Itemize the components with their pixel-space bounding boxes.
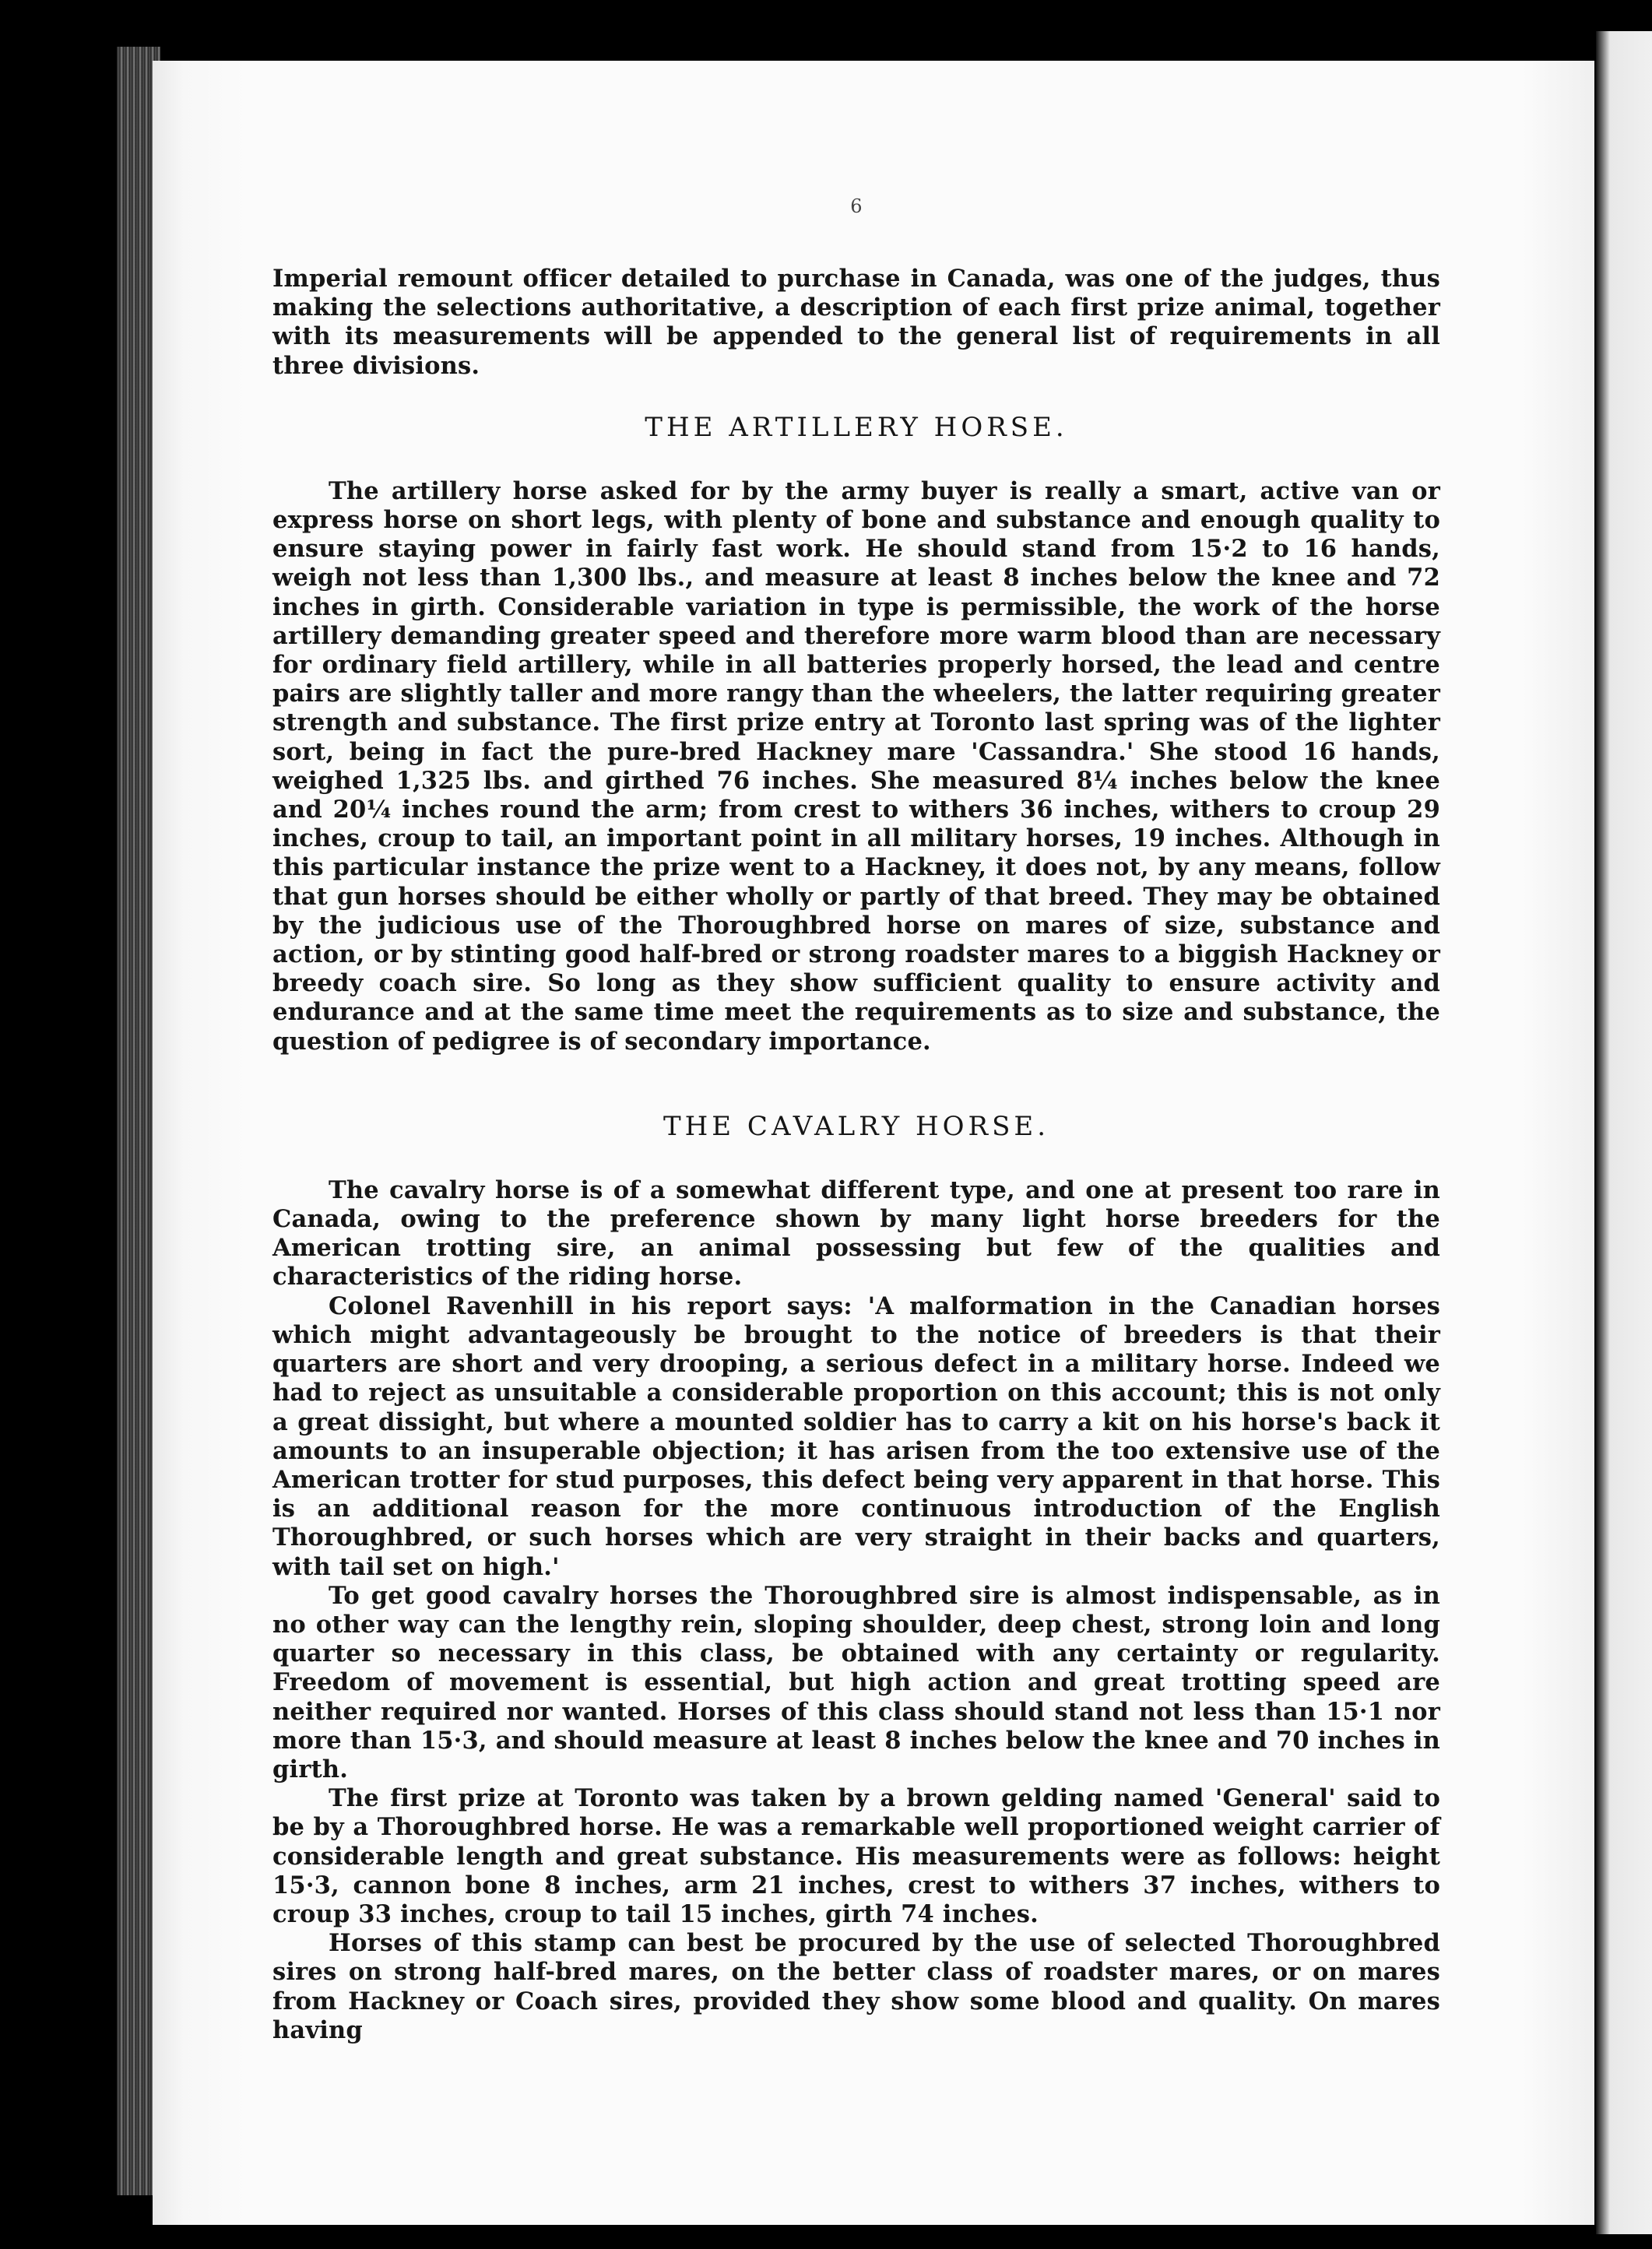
page-content	[272, 195, 1440, 2045]
intro-paragraph: Imperial remount officer detailed to purchase in Canada, was one of the judges, thus making the selections authoritative, a description of each first prize animal, together with its measurements will be appended to the general list of requirements in all three divisions.	[272, 265, 1440, 380]
artillery-paragraph: The artillery horse asked for by the army buyer is really a smart, active van or express horse on short legs, with plenty of bone and substance and enough quality to ensure staying power in fairly fast work. He should stand from 15·2 to 16 hands, weigh not less than 1,300 lbs., and measure at least 8 inches below the knee and 72 inches in girth. Considerable variation in type is permissible, the work of the horse artillery demanding greater speed and therefore more warm blood than are necessary for ordinary field artillery, while in all batteries properly horsed, the lead and centre pairs are slightly taller and more rangy than the wheelers, the latter requiring greater strength and substance. The first prize entry at Toronto last spring was of the lighter sort, being in fact the pure-bred Hackney mare 'Cassandra.' She stood 16 hands, weighed 1,325 lbs. and girthed 76 inches. She measured 8¼ inches below the knee and 20¼ inches round the arm; from crest to withers 36 inches, withers to croup 29 inches, croup to tail, an important point in all military horses, 19 inches. Although in this particular instance the prize went to a Hackney, it does not, by any means, follow that gun horses should be either wholly or partly of that breed. They may be obtained by the judicious use of the Thoroughbred horse on mares of size, substance and action, or by stinting good half-bred or strong roadster mares to a biggish Hackney or breedy coach sire. So long as they show sufficient quality to ensure activity and endurance and at the same time meet the requirements as to size and substance, the question of pedigree is of secondary importance.	[272, 476, 1440, 1056]
cavalry-paragraph-2: Colonel Ravenhill in his report says: 'A malformation in the Canadian horses which might advantageously be brought to the notice of breeders is that their quarters are short and very drooping, a serious defect in a military horse. Indeed we had to reject as unsuitable a considerable proportion on this account; this is not only a great dissight, but where a mounted soldier has to carry a kit on his horse's back it amounts to an insuperable objection; it has arisen from the too extensive use of the American trotter for stud purposes, this defect being very apparent in that horse. This is an additional reason for the more continuous introduction of the English Thoroughbred, or such horses which are very straight in their backs and quarters, with tail set on high.'	[272, 1291, 1440, 1581]
adjacent-page-edge	[1596, 31, 1652, 2234]
cavalry-paragraph-1: The cavalry horse is of a somewhat different type, and one at present too rare in Canada, owing to the preference shown by many light horse breeders for the American trotting sire, an animal possessing but few of the qualities and characteristics of the riding horse.	[272, 1175, 1440, 1291]
artillery-heading: THE ARTILLERY HORSE.	[645, 411, 1068, 443]
cavalry-paragraph-5: Horses of this stamp can best be procured by the use of selected Thoroughbred sires on strong half-bred mares, on the better class of roadster mares, or on mares from Hackney or Coach sires, provided they show some blood and quality. On mares having	[272, 1929, 1440, 2044]
cavalry-heading: THE CAVALRY HORSE.	[663, 1110, 1050, 1142]
cavalry-paragraph-4: The first prize at Toronto was taken by a brown gelding named 'General' said to be by a Thoroughbred horse. He was a remarkable well proportioned weight carrier of considerable length and great substance. His measurements were as follows: height 15·3, cannon bone 8 inches, arm 21 inches, crest to withers 37 inches, withers to croup 33 inches, croup to tail 15 inches, girth 74 inches.	[272, 1784, 1440, 1928]
cavalry-paragraph-3: To get good cavalry horses the Thoroughbred sire is almost indispensable, as in no other way can the lengthy rein, sloping shoulder, deep chest, strong loin and long quarter so necessary in this class, be obtained with any certainty or regularity. Freedom of movement is essential, but high action and great trotting speed are neither required nor wanted. Horses of this class should stand not less than 15·1 nor more than 15·3, and should measure at least 8 inches below the knee and 70 inches in girth.	[272, 1581, 1440, 1783]
page-number: 6	[850, 195, 863, 217]
